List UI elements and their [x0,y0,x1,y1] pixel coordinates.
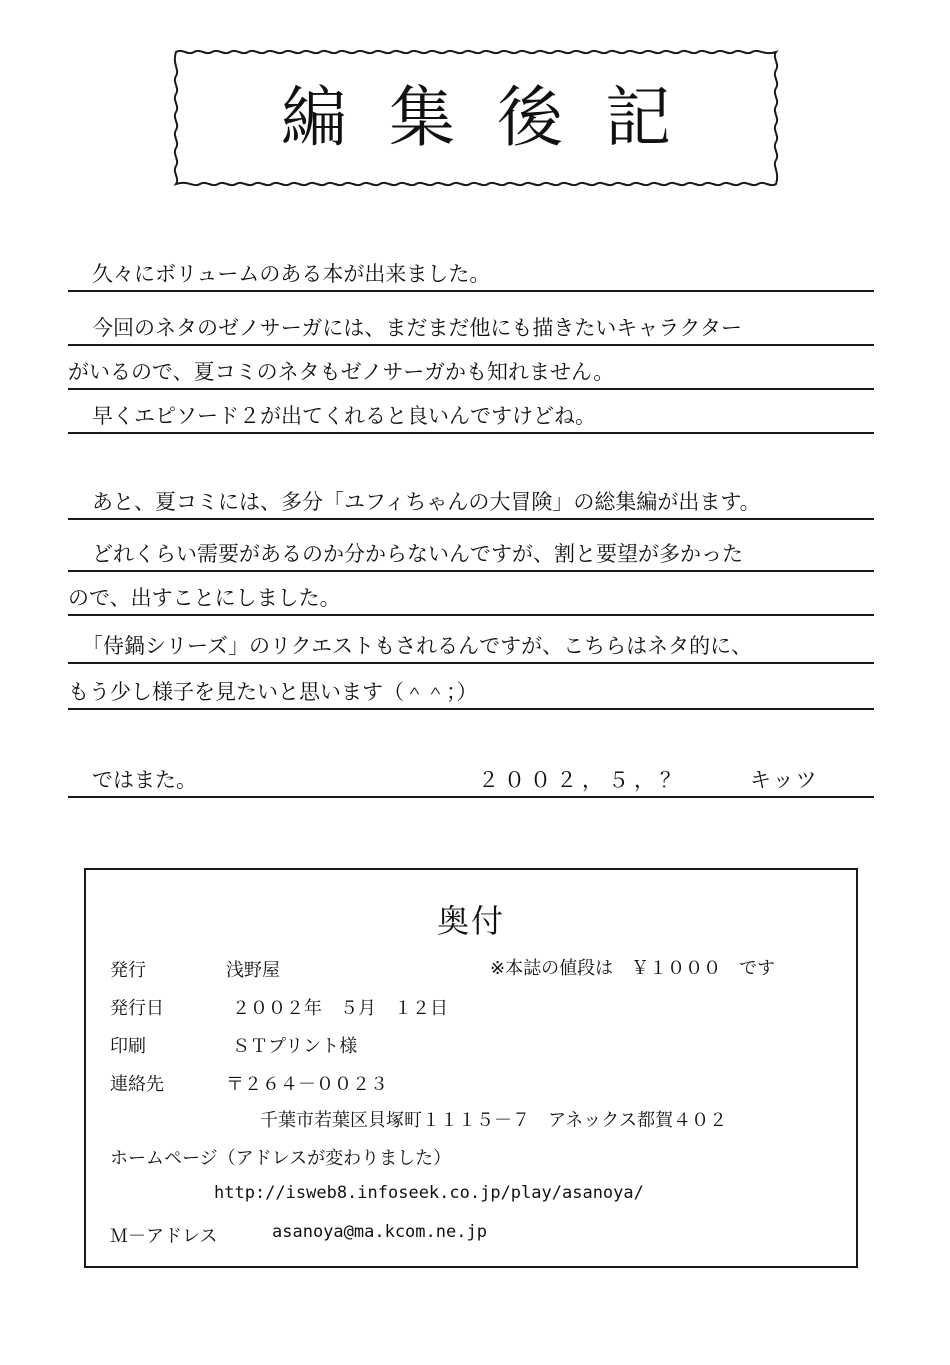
date-label: 発行日 [110,998,164,1019]
afterword-line [68,624,874,664]
afterword-line [68,576,874,616]
postal-code: 〒２６４－００２３ [226,1074,388,1095]
date-value: ２００２年 ５月 １２日 [232,998,448,1019]
signoff-line [68,758,874,798]
afterword-text: がいるので、夏コミのネタもゼノサーガかも知れません。 [68,360,615,384]
afterword-line [68,350,874,390]
contact-label: 連絡先 [110,1074,164,1095]
afterword-text: どれくらい需要があるのか分からないんですが、割と要望が多かった [92,542,743,566]
printer-label: 印刷 [110,1036,146,1057]
afterword-text: 今回のネタのゼノサーガには、まだまだ他にも描きたいキャラクター [92,316,742,340]
homepage-link[interactable]: http://isweb8.infoseek.co.jp/play/asanoya/ [214,1183,644,1203]
signoff-date: ２００２，５，？ [478,768,686,792]
signoff-author: キッツ [750,768,819,792]
price-note: ※本誌の値段は ￥１０００ です [490,958,776,979]
afterword-line [68,670,874,710]
signoff-text: ではまた。 [92,768,197,792]
afterword-text: 「侍鍋シリーズ」のリクエストもされるんですが、こちらはネタ的に、 [82,634,753,658]
printer-value: ＳＴプリント様 [232,1036,358,1057]
afterword-text: 早くエピソード２が出てくれると良いんですけどね。 [92,404,596,428]
address: 千葉市若葉区貝塚町１１１５－７ アネックス都賀４０２ [260,1110,728,1131]
page-title: 編集後記 [281,79,713,156]
mail-label: Ｍ－アドレス [110,1226,218,1247]
mail-link[interactable]: asanoya@ma.kcom.ne.jp [272,1222,487,1242]
colophon-title: 奥付 [436,902,505,940]
title-box [168,44,784,192]
homepage-label: ホームページ（アドレスが変わりました） [110,1148,452,1169]
afterword-text: もう少し様子を見たいと思います（＾＾；） [68,680,478,704]
afterword-text: あと、夏コミには、多分「ユフィちゃんの大冒険」の総集編が出ます。 [92,490,761,514]
publisher-label: 発行 [110,960,146,981]
afterword-line [68,394,874,434]
publisher-value: 浅野屋 [226,960,280,981]
afterword-line [68,306,874,346]
colophon-box [84,868,858,1268]
afterword-line [68,532,874,572]
afterword-line [68,480,874,520]
afterword-line [68,252,874,292]
afterword-text: ので、出すことにしました。 [68,586,341,610]
afterword-text: 久々にボリュームのある本が出来ました。 [92,262,491,286]
